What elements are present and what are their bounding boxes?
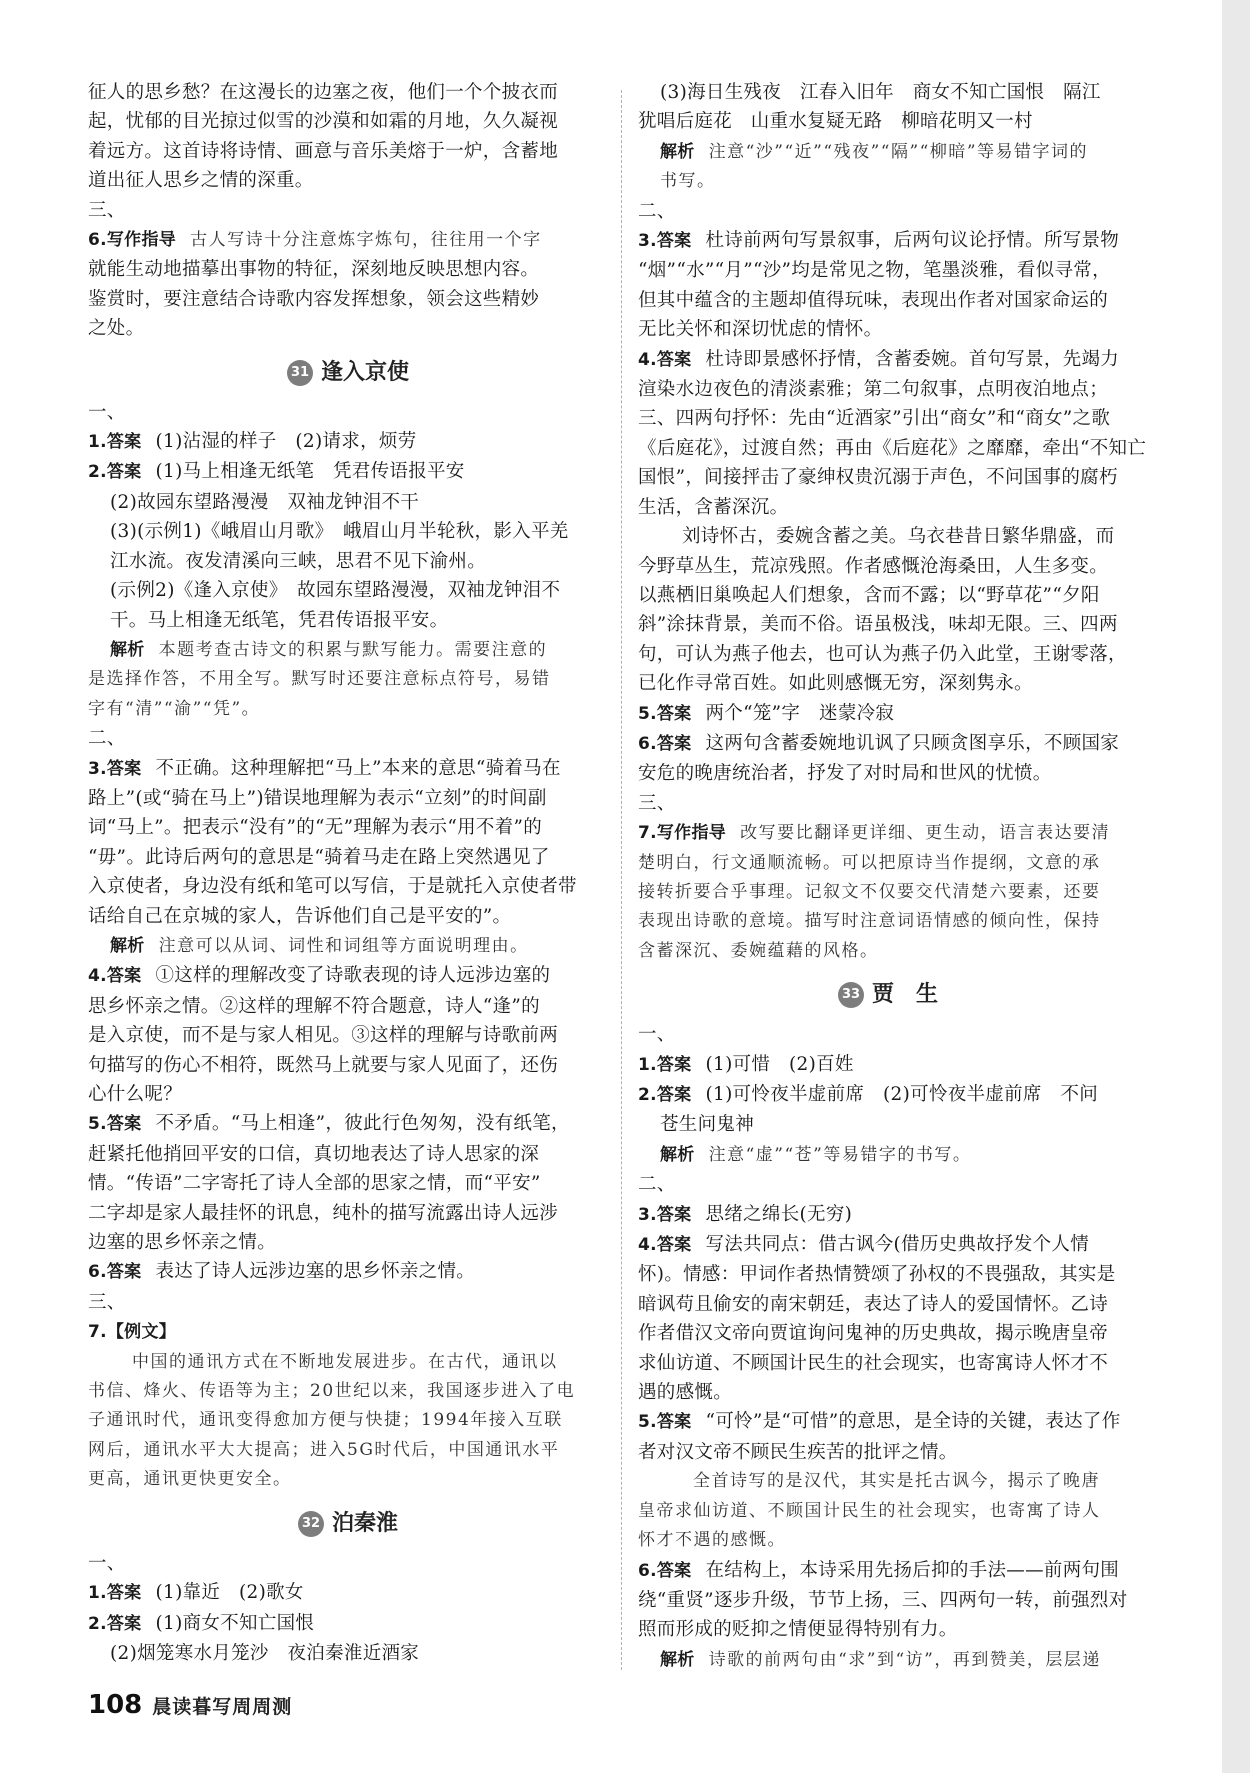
answer-text: 不正确。这种理解把“马上”本来的意思“骑着马在 <box>155 757 561 779</box>
text-line: 生活，含蓄深沉。 <box>638 496 789 518</box>
text-line: 道出征人思乡之情的深重。 <box>88 170 314 192</box>
answer-key: 1.答案 <box>88 1583 142 1604</box>
answer-text: 这两句含蓄委婉地讥讽了只顾贪图享乐，不顾国家 <box>705 732 1120 754</box>
text-line: 词“马上”。把表示“没有”的“无”理解为表示“用不着”的 <box>88 817 543 839</box>
analysis-key: 解析 <box>660 141 695 162</box>
text-line: (3)海日生残夜 江春入旧年 商女不知亡国恨 隔江 <box>660 82 1101 103</box>
lesson-title: 泊秦淮 <box>331 1510 398 1536</box>
answer-key: 6.答案 <box>638 1560 692 1581</box>
text-line: 更高，通讯更快更安全。 <box>88 1469 292 1490</box>
answer-6 <box>88 1257 608 1287</box>
section-label: 三、 <box>638 792 676 814</box>
text-line: (示例2)《逢入京使》 故园东望路漫漫，双袖龙钟泪不 <box>110 580 561 602</box>
text-line: 表现出诗歌的意境。描写时注意词语情感的倾向性，保持 <box>638 911 1101 932</box>
answer-1 <box>638 1050 1138 1080</box>
answer-key: 2.答案 <box>88 462 142 483</box>
answer-2 <box>88 1609 608 1639</box>
answer-5 <box>638 1407 1138 1437</box>
analysis-text: 诗歌的前两句由“求”到“访”，再到赞美，层层递 <box>708 1649 1101 1670</box>
answer-5 <box>88 1109 608 1139</box>
answer-2 <box>638 1080 1138 1110</box>
text-line: 赶紧托他捎回平安的口信，真切地表达了诗人思家的深 <box>88 1143 540 1165</box>
answer-7 <box>88 1317 608 1347</box>
text-line: 是选择作答，不用全写。默写时还要注意标点符号，易错 <box>88 669 551 690</box>
answer-4 <box>88 961 608 991</box>
text-line: 苍生问鬼神 <box>660 1114 755 1136</box>
analysis-2 <box>638 1140 1138 1170</box>
answer-key: 4.答案 <box>638 349 692 370</box>
answer-key: 6.写作指导 <box>88 230 177 251</box>
answer-key: 3.答案 <box>638 231 692 252</box>
analysis-text: 本题考查古诗文的积累与默写能力。需要注意的 <box>158 639 548 660</box>
section-label: 三、 <box>88 199 126 221</box>
text-line: 照而形成的贬抑之情便显得特别有力。 <box>638 1619 958 1641</box>
analysis-key: 解析 <box>110 935 145 956</box>
analysis-3 <box>88 931 608 961</box>
answer-1 <box>88 1578 608 1608</box>
section-label: 二、 <box>638 200 676 222</box>
answer-text: (1)商女不知亡国恨 <box>155 1612 315 1634</box>
answer-2 <box>88 457 608 487</box>
answer-4 <box>638 1230 1138 1260</box>
text-line: 犹唱后庭花 山重水复疑无路 柳暗花明又一村 <box>638 111 1033 133</box>
answer-key: 6.答案 <box>638 733 692 754</box>
text-line: 思乡怀亲之情。②这样的理解不符合题意，诗人“逢”的 <box>88 995 540 1017</box>
analysis-2 <box>88 635 608 665</box>
section-label: 二、 <box>638 1174 676 1196</box>
lesson-heading-33 <box>638 978 1138 1012</box>
text-line: (2)故园东望路漫漫 双袖龙钟泪不干 <box>110 491 420 513</box>
text-line: 边塞的思乡怀亲之情。 <box>88 1232 277 1254</box>
text-line: 书写。 <box>660 171 716 192</box>
text-line: 《后庭花》，过渡自然；再由《后庭花》之靡靡，牵出“不知亡 <box>638 437 1147 459</box>
text-line: 遇的感慨。 <box>638 1382 733 1404</box>
text-line: 怀才不遇的感慨。 <box>638 1530 786 1551</box>
text-line: 书信、烽火、传语等为主；20世纪以来，我国逐步进入了电 <box>88 1381 576 1402</box>
text-line: 斜”涂抹背景，美而不俗。语虽极浅，味却无限。三、四两 <box>638 614 1118 636</box>
answer-text: 不矛盾。“马上相逢”，彼此行色匆匆，没有纸笔， <box>155 1113 570 1135</box>
page-footer <box>88 1690 292 1720</box>
answer-key: 5.答案 <box>638 703 692 724</box>
text-line: 绕“重贤”逐步升级，节节上扬，三、四两句一转，前强烈对 <box>638 1589 1128 1611</box>
answer-3 <box>638 1200 1138 1230</box>
analysis-text: 注意可以从词、词性和词组等方面说明理由。 <box>158 935 529 956</box>
book-title: 晨读暮写周周测 <box>152 1695 293 1718</box>
answer-key: 4.答案 <box>638 1235 692 1256</box>
answer-4 <box>638 345 1138 375</box>
text-line: 者对汉文帝不顾民生疾苦的批评之情。 <box>638 1441 958 1463</box>
answer-key: 3.答案 <box>88 758 142 779</box>
text-line: 怀)。情感：甲词作者热情赞颂了孙权的不畏强敌，其实是 <box>638 1264 1116 1286</box>
text-line: 含蓄深沉、委婉蕴藉的风格。 <box>638 940 879 961</box>
answer-text: 写法共同点：借古讽今(借历史典故抒发个人情 <box>705 1234 1090 1256</box>
text-line: 着远方。这首诗将诗情、画意与音乐美熔于一炉，含蓄地 <box>88 140 559 162</box>
lesson-number-badge: 31 <box>287 360 313 386</box>
text-line: 起，忧郁的目光掠过似雪的沙漠和如霜的月地，久久凝视 <box>88 111 559 133</box>
text-line: “毋”。此诗后两句的意思是“骑着马走在路上突然遇见了 <box>88 846 550 868</box>
text-line: 已化作寻常百姓。如此则感慨无穷，深刻隽永。 <box>638 673 1033 695</box>
answer-3 <box>638 226 1138 256</box>
analysis-key: 解析 <box>660 1649 695 1670</box>
text-line: 子通讯时代，通讯变得愈加方便与快捷；1994年接入互联 <box>88 1410 563 1431</box>
text-line: 中国的通讯方式在不断地发展进步。在古代，通讯以 <box>132 1351 558 1372</box>
text-line: 话给自己在京城的家人，告诉他们自己是平安的”。 <box>88 905 512 927</box>
lesson-number-badge: 32 <box>298 1511 324 1537</box>
text-line: 字有“清”“渝”“凭”。 <box>88 698 261 719</box>
answer-text: 古人写诗十分注意炼字炼句，往往用一个字 <box>190 230 542 251</box>
answer-key: 5.答案 <box>88 1114 142 1135</box>
answer-text: 两个“笼”字 迷蒙冷寂 <box>705 702 895 724</box>
text-line: 之处。 <box>88 318 145 340</box>
left-column <box>88 78 608 1668</box>
section-label: 二、 <box>88 728 126 750</box>
text-line: 句描写的伤心不相符，既然马上就要与家人见面了，还伤 <box>88 1054 559 1076</box>
answer-text: 表达了诗人远涉边塞的思乡怀亲之情。 <box>155 1261 476 1283</box>
lesson-title: 逢入京使 <box>320 359 409 385</box>
analysis-text: 注意“沙”“近”“残夜”“隔”“柳暗”等易错字词的 <box>708 141 1089 162</box>
answer-text: 杜诗即景感怀抒情，含蓄委婉。首句写景，先竭力 <box>705 348 1120 370</box>
answer-key: 7.【例文】 <box>88 1322 177 1343</box>
answer-text: (1)沾湿的样子 (2)请求，烦劳 <box>155 431 417 453</box>
answer-text: (1)马上相逢无纸笔 凭君传语报平安 <box>155 461 465 483</box>
text-line: 江水流。夜发清溪向三峡，思君不见下渝州。 <box>110 550 487 572</box>
lesson-number-badge: 33 <box>838 982 864 1008</box>
text-line: 入京使者，身边没有纸和笔可以写信，于是就托入京使者带 <box>88 876 577 898</box>
answer-text: 思绪之绵长(无穷) <box>705 1203 853 1225</box>
analysis-2 <box>638 137 1138 167</box>
text-line: (3)(示例1)《峨眉山月歌》 峨眉山月半轮秋，影入平羌 <box>110 521 569 543</box>
text-line: 皇帝求仙访道、不顾国计民生的社会现实，也寄寓了诗人 <box>638 1500 1101 1521</box>
text-line: 全首诗写的是汉代，其实是托古讽今，揭示了晚唐 <box>693 1471 1100 1492</box>
answer-6 <box>638 1556 1138 1586</box>
answer-text: (1)靠近 (2)歌女 <box>155 1582 304 1604</box>
text-line: 楚明白，行文通顺流畅。可以把原诗当作提纲，文意的承 <box>638 852 1101 873</box>
analysis-key: 解析 <box>110 639 145 660</box>
page-edge <box>1222 0 1250 1773</box>
answer-key: 5.答案 <box>638 1412 692 1433</box>
answer-key: 2.答案 <box>638 1085 692 1105</box>
lesson-title: 贾 生 <box>871 982 938 1008</box>
lesson-heading-32 <box>88 1507 608 1541</box>
text-line: 就能生动地描摹出事物的特征，深刻地反映思想内容。 <box>88 259 540 281</box>
text-line: 求仙访道、不顾国计民生的社会现实，也寄寓诗人怀才不 <box>638 1352 1109 1374</box>
page-number: 108 <box>88 1690 143 1720</box>
answer-text: (1)可怜夜半虚前席 (2)可怜夜半虚前席 不问 <box>705 1084 1099 1105</box>
text-line: 是入京使，而不是与家人相见。③这样的理解与诗歌前两 <box>88 1025 559 1047</box>
text-line: 今野草丛生，荒凉残照。作者感慨沧海桑田，人生多变。 <box>638 555 1109 577</box>
answer-text: 在结构上，本诗采用先扬后抑的手法——前两句围 <box>705 1559 1120 1581</box>
column-divider <box>621 90 622 1670</box>
section-label: 一、 <box>88 401 126 423</box>
answer-key: 6.答案 <box>88 1262 142 1283</box>
answer-1 <box>88 427 608 457</box>
text-line: 干。马上相逢无纸笔，凭君传语报平安。 <box>110 609 449 631</box>
text-line: 暗讽苟且偷安的南宋朝廷，表达了诗人的爱国情怀。乙诗 <box>638 1293 1109 1315</box>
answer-text: 改写要比翻译更详细、更生动，语言表达要清 <box>740 823 1111 844</box>
answer-text: ①这样的理解改变了诗歌表现的诗人远涉边塞的 <box>155 965 551 987</box>
text-line: 句，可认为燕子他去，也可认为燕子仍入此堂，王谢零落， <box>638 643 1127 665</box>
text-line: 三、四两句抒怀：先由“近酒家”引出“商女”和“商女”之歌 <box>638 408 1111 430</box>
answer-q6 <box>88 225 608 255</box>
answer-5 <box>638 699 1138 729</box>
text-line: 安危的晚唐统治者，抒发了对时局和世风的忧愤。 <box>638 763 1052 785</box>
text-line: 路上”(或“骑在马上”)错误地理解为表示“立刻”的时间副 <box>88 787 547 809</box>
text-line: 鉴赏时，要注意结合诗歌内容发挥想象，领会这些精妙 <box>88 288 540 310</box>
answer-3 <box>88 754 608 784</box>
answer-6 <box>638 729 1138 759</box>
text-line: 作者借汉文帝向贾谊询问鬼神的历史典故，揭示晚唐皇帝 <box>638 1323 1109 1345</box>
text-line: 以燕栖旧巢唤起人们想象，含而不露；以“野草花”“夕阳 <box>638 584 1100 606</box>
section-label: 三、 <box>88 1291 126 1313</box>
answer-key: 1.答案 <box>88 432 142 453</box>
text-line: 但其中蕴含的主题却值得玩味，表现出作者对国家命运的 <box>638 289 1109 311</box>
text-line: 无比关怀和深切忧虑的情怀。 <box>638 319 883 341</box>
text-line: 二字却是家人最挂怀的讯息，纯朴的描写流露出诗人远涉 <box>88 1202 559 1224</box>
section-label: 一、 <box>638 1024 676 1046</box>
analysis-text: 注意“虚”“苍”等易错字的书写。 <box>708 1144 972 1165</box>
text-line: 征人的思乡愁？在这漫长的边塞之夜，他们一个个披衣而 <box>88 82 559 103</box>
analysis-key: 解析 <box>660 1144 695 1165</box>
text-line: 国恨”，间接抨击了豪绅权贵沉溺于声色，不问国事的腐朽 <box>638 467 1118 489</box>
answer-key: 3.答案 <box>638 1204 692 1225</box>
answer-text: 杜诗前两句写景叙事，后两句议论抒情。所写景物 <box>705 230 1120 252</box>
text-line: 情。“传语”二字寄托了诗人全部的思家之情，而“平安” <box>88 1173 541 1195</box>
answer-text: “可怜”是“可惜”的意思，是全诗的关键，表达了作 <box>705 1411 1121 1433</box>
answer-key: 1.答案 <box>638 1054 692 1075</box>
lesson-heading-31 <box>88 356 608 390</box>
right-column <box>638 78 1147 1675</box>
answer-7 <box>638 818 1138 848</box>
text-line: 网后，通讯水平大大提高；进入5G时代后，中国通讯水平 <box>88 1439 560 1460</box>
answer-text: (1)可惜 (2)百姓 <box>705 1053 854 1075</box>
answer-key: 2.答案 <box>88 1613 142 1634</box>
text-line: 心什么呢？ <box>88 1084 183 1105</box>
answer-key: 4.答案 <box>88 966 142 987</box>
text-line: 接转折要合乎事理。记叙文不仅要交代清楚六要素，还要 <box>638 881 1101 902</box>
analysis-6 <box>638 1645 1138 1675</box>
text-line: (2)烟笼寒水月笼沙 夜泊秦淮近酒家 <box>110 1642 420 1664</box>
answer-key: 7.写作指导 <box>638 823 727 844</box>
text-line: “烟”“水”“月”“沙”均是常见之物，笔墨淡雅，看似寻常， <box>638 260 1111 282</box>
text-line: 渲染水边夜色的清淡素雅；第二句叙事，点明夜泊地点； <box>638 379 1109 401</box>
text-line: 刘诗怀古，委婉含蓄之美。乌衣巷昔日繁华鼎盛，而 <box>682 526 1115 548</box>
section-label: 一、 <box>88 1552 126 1574</box>
